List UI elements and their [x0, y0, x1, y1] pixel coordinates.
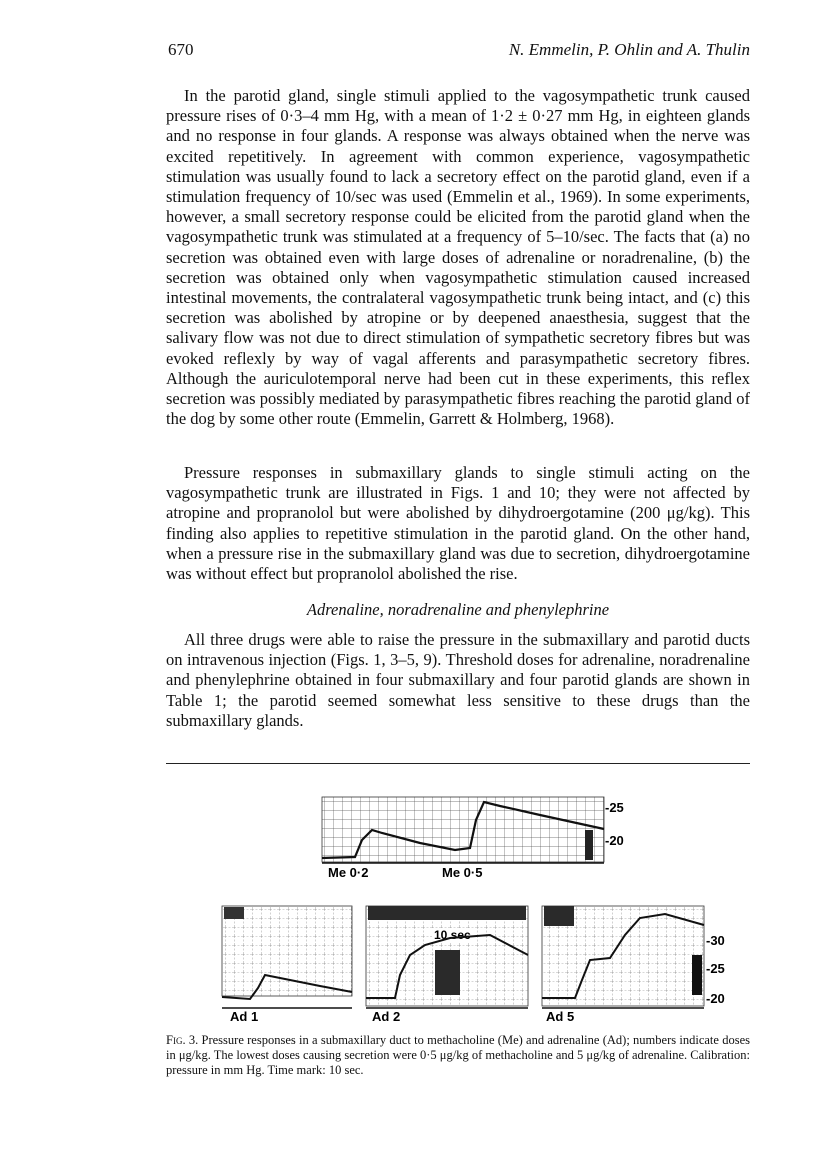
adrenaline-panel-1: [222, 906, 352, 1024]
paragraph-submaxillary: Pressure responses in submaxillary glands to single stimuli acting on the vagosympathetic trunk are illustrated in Figs. 1 and 10; they were not affected by atropine and propranolol but were abolished by dihydroergotamine (200 μg/kg). This finding also applies to repetitive stimulation in the parotid gland. On the other hand, when a pressure rise in the submaxillary gland was due to secretion, dihydroergotamine was without effect but propranolol abolished the rise.: [166, 463, 750, 584]
scale-label-30: -30: [706, 933, 725, 948]
caption-label: Fig. 3.: [166, 1033, 199, 1047]
label-me-0-5: Me 0·5: [442, 865, 483, 880]
scale-label-20: -20: [605, 833, 624, 848]
scale-label-25: -25: [605, 800, 624, 815]
label-me-0-2: Me 0·2: [328, 865, 369, 880]
adrenaline-panel-2: [366, 906, 528, 1024]
calibration-bar-top: [585, 830, 593, 860]
scale-label-20b: -20: [706, 991, 725, 1006]
scale-label-25b: -25: [706, 961, 725, 976]
methacholine-panel: [322, 797, 624, 880]
paragraph-drugs: All three drugs were able to raise the pressure in the submaxillary and parotid ducts on intravenous injection (Figs. 1, 3–5, 9). Threshold doses for adrenaline, noradrenaline and phenylephrine obtained in four submaxillary and four parotid glands are shown in Table 1; the parotid seemed somewhat less sensitive to these drugs than the submaxillary glands.: [166, 630, 750, 730]
adrenaline-panel-3: [542, 906, 725, 1024]
dark-block-ad2: [435, 950, 460, 995]
dark-band-ad2: [368, 906, 526, 920]
caption-text: Pressure responses in a submaxillary duct to methacholine (Me) and adrenaline (Ad); numbers indicate doses in μg/kg. The lowest doses causing secretion were 0·5 μg/kg of methacholine and 5 μg/kg of adrenaline. Calibration: pressure in mm Hg. Time mark: 10 sec.: [166, 1033, 751, 1077]
paragraph-parotid: In the parotid gland, single stimuli applied to the vagosympathetic trunk caused pressure rises of 0·3–4 mm Hg, with a mean of 1·2 ± 0·27 mm Hg, in eighteen glands and no response in four glands. A response was always obtained when the nerve was excited repetitively. In agreement with common experience, vagosympathetic stimulation was usually found to lack a secretory effect on the parotid gland, even if a stimulation frequency of 10/sec was used (Emmelin et al., 1969). In some experiments, however, a small secretory response could be elicited from the parotid gland when the vagosympathetic trunk was stimulated at a frequency of 5–10/sec. The facts that (a) no secretion was obtained even with large doses of adrenaline or noradrenaline, (b) the secretion was obtained only when vagosympathetic stimulation caused increased intestinal movements, the contralateral vagosympathetic trunk being intact, and (c) this secretion was abolished by atropine or by deepened anaesthesia, suggest that the salivary flow was not due to direct stimulation of sympathetic secretory fibres but was evoked reflexly by way of vagal afferents and parasympathetic secretory fibres. Although the auriculotemporal nerve had been cut in these experiments, this reflex secretion was possibly mediated by parasympathetic fibres reaching the parotid gland of the dog by some other route (Emmelin, Garrett & Holmberg, 1968).: [166, 86, 750, 429]
section-heading: Adrenaline, noradrenaline and phenylephrine: [306, 600, 610, 619]
figure-caption: [166, 1033, 750, 1078]
calibration-bar-bottom: [692, 955, 702, 995]
grid-top: [322, 797, 604, 862]
label-ad-2: Ad 2: [372, 1009, 401, 1024]
dark-marker-ad1: [224, 907, 244, 919]
grid-ad1: [222, 906, 352, 996]
running-authors: N. Emmelin, P. Ohlin and A. Thulin: [508, 40, 750, 59]
dark-marker-ad5: [544, 906, 574, 926]
label-ad-1: Ad 1: [230, 1009, 259, 1024]
page-number: 670: [168, 40, 194, 59]
time-mark-label: 10 sec: [434, 928, 471, 942]
label-ad-5: Ad 5: [546, 1009, 575, 1024]
